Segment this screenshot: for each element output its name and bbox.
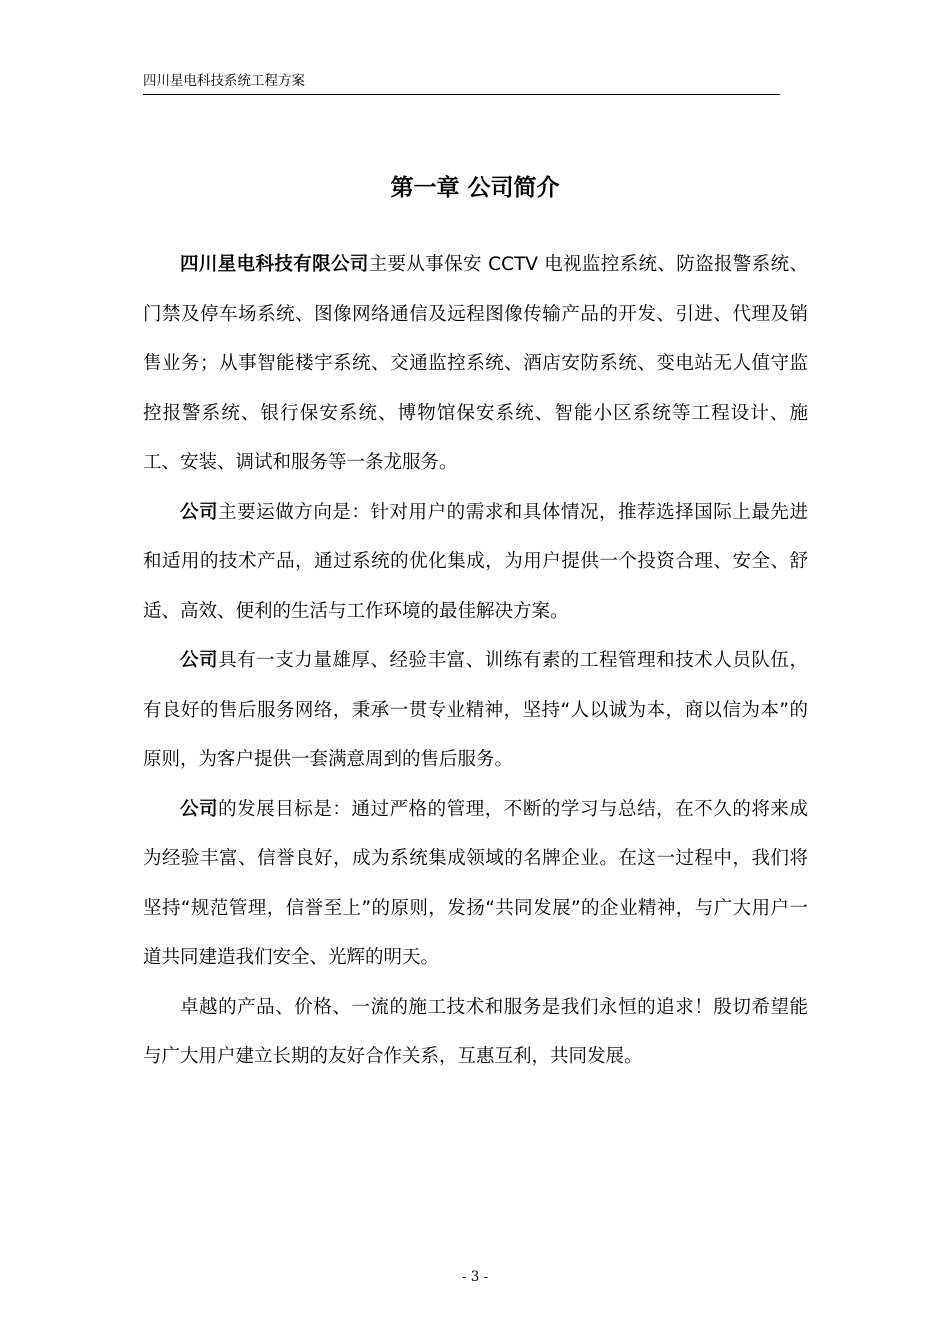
document-body [143, 240, 808, 1082]
paragraph-text: 的发展目标是：通过严格的管理，不断的学习与总结，在不久的将来成为经验丰富、信誉良好，成为系统集成领域的名牌企业。在这一过程中，我们将坚持“规范管理，信誉至上”的原则，发扬“共同发展”的企业精神，与广大用户一道共同建造我们安全、光辉的明天。 [143, 798, 808, 968]
paragraph-team [143, 636, 808, 785]
paragraph-lead-bold: 公司 [180, 798, 219, 820]
paragraph-text: 具有一支力量雄厚、经验丰富、训练有素的工程管理和技术人员队伍，有良好的售后服务网络，秉承一贯专业精神，坚持“人以诚为本，商以信为本”的原则，为客户提供一套满意周到的售后服务。 [143, 650, 808, 770]
paragraph-lead-bold: 四川星电科技有限公司 [180, 254, 369, 275]
paragraph-lead-bold: 公司 [180, 501, 219, 523]
header-title: 四川星电科技系统工程方案 [143, 73, 305, 89]
paragraph-text: 卓越的产品、价格、一流的施工技术和服务是我们永恒的追求！殷切希望能与广大用户建立长期的友好合作关系，互惠互利，共同发展。 [143, 996, 808, 1067]
chapter-title: 第一章 公司简介 [390, 175, 560, 201]
page-header [143, 66, 780, 95]
page-number: - 3 - [461, 1269, 489, 1285]
paragraph-lead-bold: 公司 [180, 650, 219, 671]
paragraph-development-goal [143, 785, 808, 983]
paragraph-text: 主要从事保安 CCTV 电视监控系统、防盗报警系统、门禁及停车场系统、图像网络通信及远程图像传输产品的开发、引进、代理及销售业务；从事智能楼宇系统、交通监控系统、酒店安防系统、变电站无人值守监控报警系统、银行保安系统、博物馆保安系统、智能小区系统等工程设计、施工、安装、调试和服务等一条龙服务。 [143, 254, 808, 473]
paragraph-company-business [143, 240, 808, 488]
paragraph-closing [143, 983, 808, 1082]
paragraph-text: 主要运做方向是：针对用户的需求和具体情况，推荐选择国际上最先进和适用的技术产品，通过系统的优化集成，为用户提供一个投资合理、安全、舒适、高效、便利的生活与工作环境的最佳解决方案。 [143, 501, 808, 622]
paragraph-operating-direction [143, 488, 808, 637]
